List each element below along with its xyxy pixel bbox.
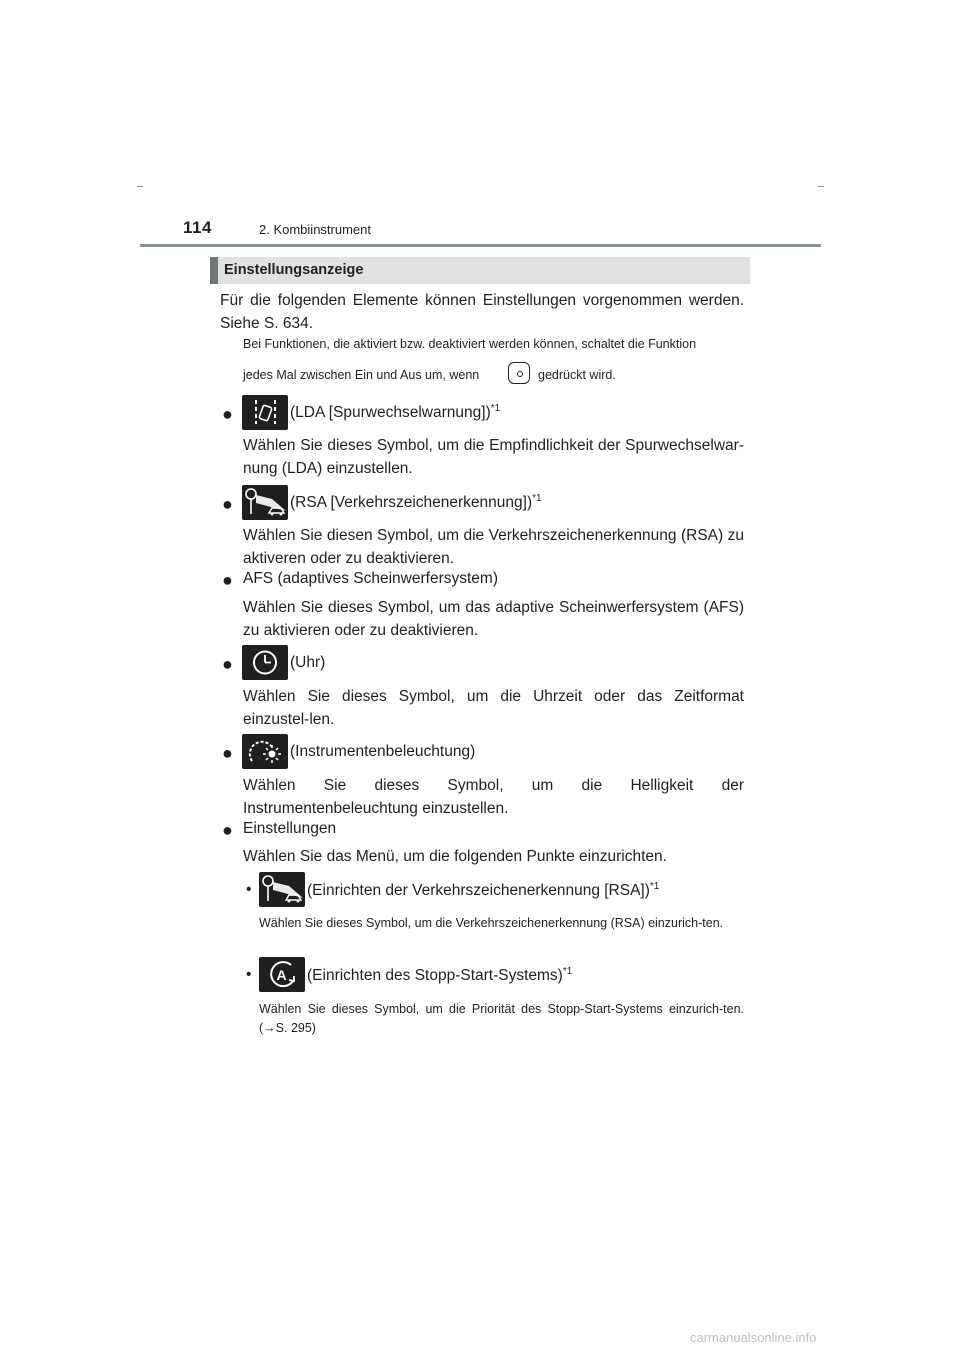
item-caption: AFS (adaptives Scheinwerfersystem)	[243, 570, 498, 587]
note-line-1: Bei Funktionen, die aktiviert bzw. deaktiviert werden können, schaltet die Funktion	[243, 337, 697, 351]
ok-button-icon	[508, 362, 530, 384]
clock-icon	[242, 645, 288, 680]
item-caption: Einstellungen	[243, 820, 337, 837]
sub-item-description: Wählen Sie dieses Symbol, um die Priorität des Stopp-Start-Systems einzurich-ten. (→S. 295)	[259, 1002, 744, 1035]
instrument-light-icon	[242, 734, 288, 769]
sub-item-description: Wählen Sie dieses Symbol, um die Verkehrszeichenerkennung (RSA) einzurich-ten.	[259, 916, 724, 930]
item-description: Wählen Sie dieses Symbol, um die Helligkeit der Instrumentenbeleuchtung einzustellen.	[243, 777, 744, 817]
item-caption: (Uhr)	[290, 654, 326, 671]
bullet: ●	[222, 404, 233, 424]
intro-text: Für die folgenden Elemente können Einstellungen vorgenommen werden. Siehe S. 634.	[220, 292, 744, 332]
item-caption: (Instrumentenbeleuchtung)	[290, 743, 476, 760]
sub-item-caption: (Einrichten der Verkehrszeichenerkennung [RSA])$^{*1}$	[307, 881, 660, 900]
note-line-2a: jedes Mal zwischen Ein und Aus um, wenn	[243, 368, 480, 382]
note-line-2b: gedrückt wird.	[538, 368, 616, 382]
item-description: Wählen Sie das Menü, um die folgenden Punkte einzurichten.	[243, 848, 667, 865]
header-rule	[140, 244, 821, 247]
item-description: Wählen Sie dieses Symbol, um die Empfindlichkeit der Spurwechselwar-nung (LDA) einzustellen.	[243, 437, 744, 477]
item-caption: (LDA [Spurwechselwarnung])$^{*1}$	[290, 403, 501, 422]
lane-departure-icon	[242, 395, 288, 430]
bullet: ●	[222, 820, 233, 840]
section-title: 2. Kombiinstrument	[259, 222, 371, 237]
page-number: 114	[183, 218, 212, 237]
sub-bullet: •	[246, 966, 252, 983]
bullet: ●	[222, 743, 233, 763]
item-description: Wählen Sie diesen Symbol, um die Verkehrszeichenerkennung (RSA) zu aktiveren oder zu deaktivieren.	[243, 527, 744, 567]
crop-mark-left	[137, 186, 143, 187]
watermark: carmanualsonline.info	[690, 1330, 817, 1345]
road-sign-assist-icon	[259, 872, 305, 907]
stop-start-icon	[259, 957, 305, 992]
bullet: ●	[222, 494, 233, 514]
section-heading-bar	[210, 257, 750, 284]
sub-bullet: •	[246, 881, 252, 898]
item-caption: (RSA [Verkehrszeichenerkennung])$^{*1}$	[290, 493, 542, 512]
road-sign-assist-icon	[242, 485, 288, 520]
bullet: ●	[222, 654, 233, 674]
section-heading: Einstellungsanzeige	[224, 262, 364, 278]
svg-text:A: A	[276, 967, 287, 983]
bullet: ●	[222, 570, 233, 590]
crop-mark-right	[818, 186, 824, 187]
item-description: Wählen Sie dieses Symbol, um das adaptive Scheinwerfersystem (AFS) zu aktivieren oder zu deaktivieren.	[243, 599, 744, 639]
sub-item-caption: (Einrichten des Stopp-Start-Systems)$^{*1}$	[307, 966, 573, 985]
item-description: Wählen Sie dieses Symbol, um die Uhrzeit oder das Zeitformat einzustel-len.	[243, 688, 744, 728]
